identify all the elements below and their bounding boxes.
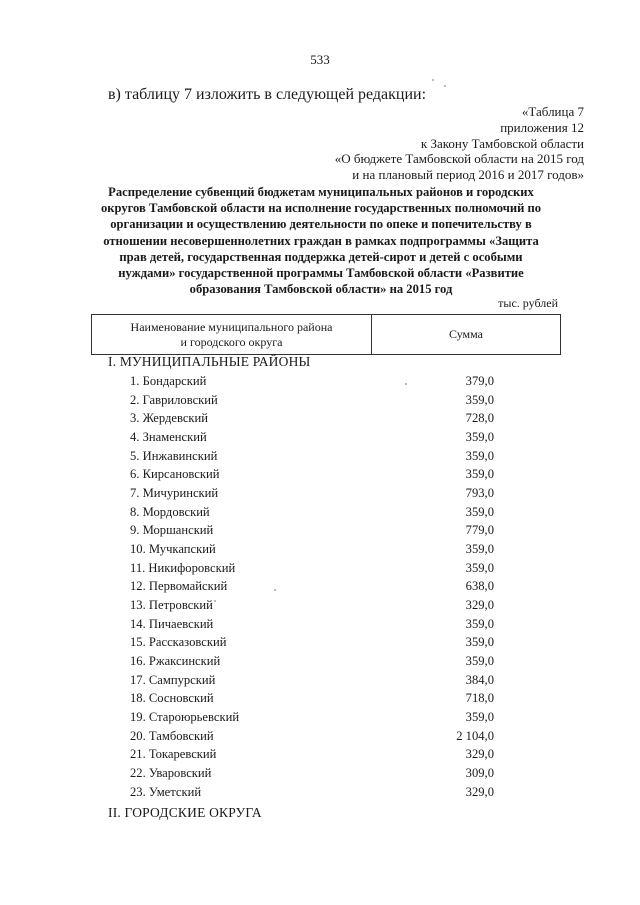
title-line: организации и осуществлению деятельности по опеке и попечительству в — [110, 217, 532, 232]
table-row-name: 16. Ржаксинский — [130, 654, 221, 668]
table-row-value: 359,0 — [465, 467, 494, 481]
table-row-name: 19. Староюрьевский — [130, 710, 240, 724]
table-row-name: 8. Мордовский — [130, 505, 210, 519]
column-header-name-line: Наименование муниципального района — [130, 319, 333, 334]
table-row-name: 6. Кирсановский — [130, 467, 220, 481]
units-label: тыс. рублей — [498, 296, 558, 310]
column-header-name — [92, 315, 372, 354]
table-row-value: 359,0 — [465, 617, 494, 631]
table-row-name: 22. Уваровский — [130, 766, 212, 780]
table-row-value: 718,0 — [465, 691, 494, 705]
table-row-name: 14. Пичаевский — [130, 617, 214, 631]
heading-right-line: и на плановый период 2016 и 2017 годов» — [352, 167, 584, 182]
table-row-name: 2. Гавриловский — [130, 393, 218, 407]
title-line: нуждами» государственной программы Тамбовской области «Развитие — [118, 266, 524, 281]
section-heading-districts: I. МУНИЦИПАЛЬНЫЕ РАЙОНЫ — [108, 354, 311, 369]
table-row-name: 7. Мичуринский — [130, 486, 219, 500]
scan-speck — [432, 79, 434, 81]
table-row-value: 359,0 — [465, 449, 494, 463]
table-row-name: 11. Никифоровский — [130, 561, 236, 575]
table-row-value: 329,0 — [465, 747, 494, 761]
table-row-value: 359,0 — [465, 635, 494, 649]
table-row-name: 5. Инжавинский — [130, 449, 218, 463]
table-row-value: 779,0 — [465, 523, 494, 537]
table-row-name: 20. Тамбовский — [130, 729, 214, 743]
document-title — [84, 184, 558, 297]
table-row-value: 638,0 — [465, 579, 494, 593]
title-line: отношении несовершеннолетних граждан в рамках подпрограммы «Защита — [103, 233, 539, 248]
section-heading-city-districts: II. ГОРОДСКИЕ ОКРУГА — [108, 805, 262, 820]
table-row-name: 10. Мучкапский — [130, 542, 216, 556]
scan-speck — [274, 589, 276, 591]
table-row-name: 17. Сампурский — [130, 673, 216, 687]
table-row-value: 359,0 — [465, 542, 494, 556]
table-row-value: 359,0 — [465, 430, 494, 444]
title-line: округов Тамбовской области на исполнение государственных полномочий по — [100, 201, 542, 216]
table-row-value: 379,0 — [465, 374, 494, 388]
page-number: 533 — [310, 52, 330, 67]
heading-right-line: «О бюджете Тамбовской области на 2015 год — [334, 151, 584, 166]
table-row-value: 359,0 — [465, 561, 494, 575]
table-row-value: 359,0 — [465, 710, 494, 724]
table-row-name: 1. Бондарский — [130, 374, 207, 388]
title-line: Распределение субвенций бюджетам муниципальных районов и городских — [108, 185, 534, 199]
table-row-value: 2 104,0 — [456, 729, 494, 743]
table-row-value: 359,0 — [465, 393, 494, 407]
table-row-value: 309,0 — [465, 766, 494, 780]
table-row-name: 12. Первомайский — [130, 579, 228, 593]
heading-right-line: к Закону Тамбовской области — [420, 136, 584, 151]
table-row-name: 9. Моршанский — [130, 523, 214, 537]
scan-speck — [214, 600, 216, 602]
heading-right-line: приложения 12 — [500, 120, 584, 135]
table-row-name: 15. Рассказовский — [130, 635, 227, 649]
table-row-name: 18. Сосновский — [130, 691, 214, 705]
column-header-sum: Сумма — [449, 327, 483, 341]
scan-speck — [405, 383, 407, 385]
title-line: образования Тамбовской области» на 2015 год — [189, 282, 453, 297]
table-header — [91, 314, 561, 355]
table-row-value: 359,0 — [465, 505, 494, 519]
table-row-value: 329,0 — [465, 598, 494, 612]
table-row-value: 329,0 — [465, 785, 494, 799]
table-row-name: 21. Токаревский — [130, 747, 217, 761]
scan-speck — [444, 85, 446, 87]
table-row-value: 384,0 — [465, 673, 494, 687]
table-row-name: 4. Знаменский — [130, 430, 207, 444]
heading-right-line: «Таблица 7 — [521, 104, 584, 119]
table-row-value: 728,0 — [465, 411, 494, 425]
table-row-value: 793,0 — [465, 486, 494, 500]
table-row-name: 3. Жердевский — [130, 411, 209, 425]
table-row-name: 13. Петровский — [130, 598, 213, 612]
table-row-value: 359,0 — [465, 654, 494, 668]
table-row-name: 23. Уметский — [130, 785, 202, 799]
column-header-name-line: и городского округа — [180, 334, 283, 349]
intro-text: в) таблицу 7 изложить в следующей редакции: — [108, 86, 427, 103]
title-line: прав детей, государственная поддержка детей-сирот и детей с особыми — [119, 249, 523, 264]
